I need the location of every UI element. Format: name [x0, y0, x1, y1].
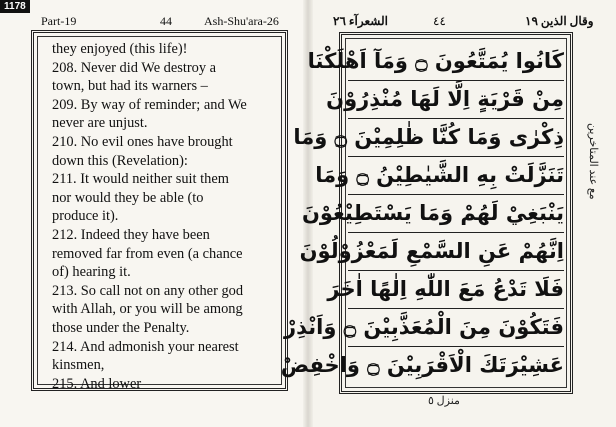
line-divider — [348, 346, 564, 347]
line-divider — [348, 156, 564, 157]
arabic-line: تَنَزَّلَتْ بِهِ الشَّيٰطِيْنُ ۝ وَمَا — [315, 163, 564, 187]
arabic-line: عَشِيْرَتَكَ الْاَقْرَبِيْنَ ۝ وَاخْفِضْ — [280, 353, 564, 377]
line-divider — [348, 194, 564, 195]
translation-line: 213. So call not on any other god — [52, 282, 244, 299]
line-divider — [348, 308, 564, 309]
translation-line: 215. And lower — [52, 375, 142, 392]
translation-line: 212. Indeed they have been — [52, 226, 210, 243]
translation-line: kinsmen, — [52, 357, 105, 374]
translation-line: they enjoyed (this life)! — [52, 41, 188, 57]
translation-line: of) hearing it. — [52, 264, 131, 281]
translation-line: never are unjust. — [52, 115, 148, 132]
translation-line: 211. It would neither suit them — [52, 171, 229, 188]
translation-line: town, but had its warners – — [52, 78, 208, 95]
translation-text — [52, 40, 273, 393]
translation-line: nor would they be able (to — [52, 189, 204, 206]
translation-line: with Allah, or you will be among — [52, 301, 243, 318]
arabic-line: ذِكْرٰى وَمَا كُنَّا ظٰلِمِيْنَ ۝ وَمَا — [293, 125, 564, 149]
line-divider — [348, 232, 564, 233]
margin-note: مع عند المتاخرين — [587, 123, 599, 200]
arabic-line: اِنَّهُمْ عَنِ السَّمْعِ لَمَعْزُوْلُوْنَ — [299, 239, 564, 263]
translation-line: produce it). — [52, 208, 119, 225]
arabic-line: يَنْبَغِيْ لَهُمْ وَمَا يَسْتَطِيْعُوْنَ — [301, 201, 564, 225]
left-header-surah: Ash-Shu'ara-26 — [204, 14, 279, 28]
arabic-line: كَانُوا يُمَتَّعُونَ ۝ وَمَآ اَهْلَكْنَا — [307, 49, 564, 73]
arabic-line: مِنْ قَرْيَةٍ اِلَّا لَهَا مُنْذِرُوْنَ — [326, 87, 564, 111]
arabic-line: فَلَا تَدْعُ مَعَ اللّٰهِ اِلٰهًا اٰخَرَ — [327, 277, 564, 301]
translation-line: 209. By way of reminder; and We — [52, 96, 247, 113]
line-divider — [348, 118, 564, 119]
translation-line: 208. Never did We destroy a — [52, 59, 217, 76]
left-header-part: Part-19 — [41, 14, 77, 28]
scan-page-tag: 1178 — [0, 0, 30, 13]
manzil-footer: منزل ٥ — [428, 395, 460, 407]
right-header-page-number: ٤٤ — [433, 14, 446, 28]
line-divider — [348, 270, 564, 271]
translation-line: those under the Penalty. — [52, 319, 190, 336]
translation-line: down this (Revelation): — [52, 152, 188, 169]
arabic-text-block — [280, 42, 564, 388]
line-divider — [348, 80, 564, 81]
right-header-part: وقال الذين ١٩ — [525, 14, 594, 28]
translation-line: 214. And admonish your nearest — [52, 338, 239, 355]
right-header-surah: الشعرآء ٢٦ — [333, 14, 388, 28]
translation-line: 210. No evil ones have brought — [52, 133, 233, 150]
arabic-line: فَتَكُوْنَ مِنَ الْمُعَذَّبِيْنَ ۝ وَاَنْذِرْ — [284, 315, 564, 339]
left-header-page-number: 44 — [160, 14, 172, 28]
translation-line: removed far from even (a chance — [52, 245, 243, 262]
